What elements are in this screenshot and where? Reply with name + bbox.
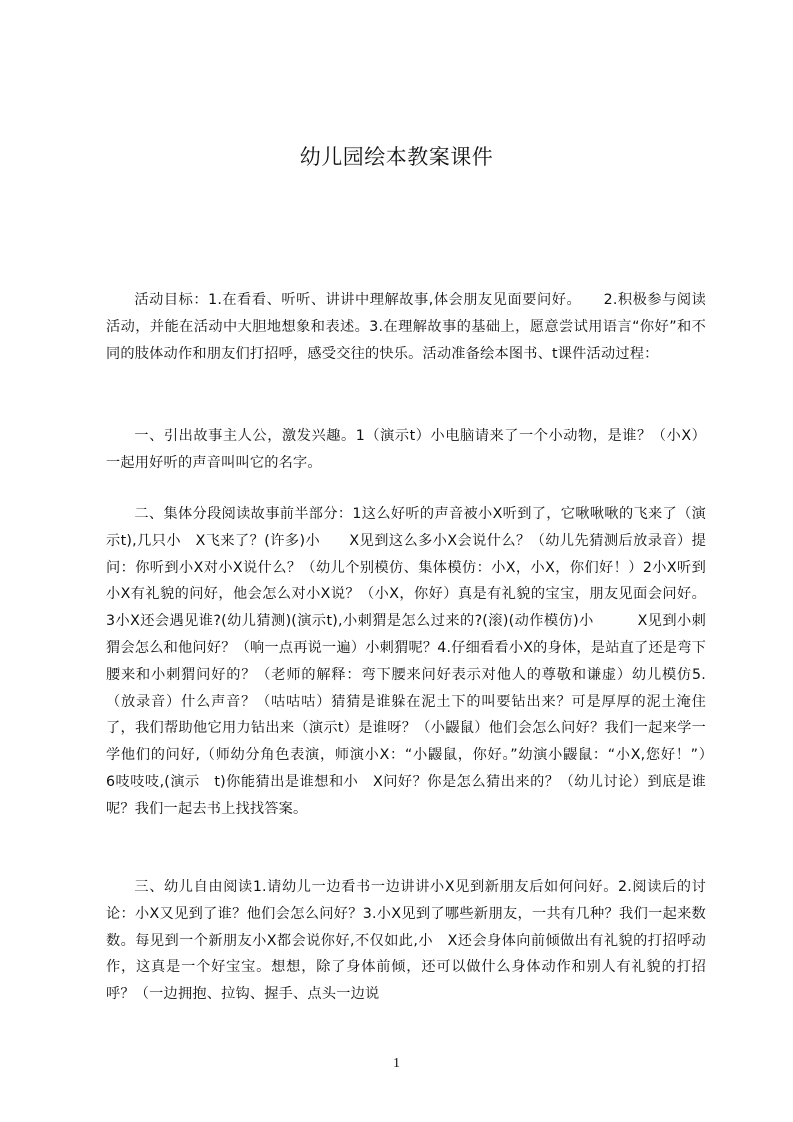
page-number: 1 [393,1056,400,1071]
paragraph-activity-goals: 活动目标：1.在看看、听听、讲讲中理解故事,体会朋友见面要问好。 2.积极参与阅读活动，并能在活动中大胆地想象和表述。3.在理解故事的基础上，愿意尝试用语言“你好”和不同的肢体动作和朋友们打招呼，感受交往的快乐。活动准备绘本图书、t课件活动过程： [106,292,706,362]
paragraph-free-reading: 三、幼儿自由阅读1.请幼儿一边看书一边讲讲小X见到新朋友后如何问好。2.阅读后的讨论：小X又见到了谁？他们会怎么问好？3.小X见到了哪些新朋友，一共有几种？我们一起来数数。每见到一个新朋友小X都会说你好,不仅如此,小 X还会身体向前倾做出有礼貌的打招呼动作，这真是一个好宝宝。想想，除了身体前倾，还可以做什么身体动作和别人有礼貌的打招呼？（一边拥抱、拉钩、握手、点头一边说 [106,879,706,1003]
page-title: 幼儿园绘本教案课件 [299,145,494,169]
paragraph-introduction: 一、引出故事主人公，激发兴趣。1（演示t）小电脑请来了一个小动物，是谁？（小X）一起用好听的声音叫叫它的名字。 [106,428,706,471]
paragraph-group-reading: 二、集体分段阅读故事前半部分：1这么好听的声音被小X听到了，它啾啾啾的飞来了（演示t),几只小 X飞来了？(许多)小 X见到这么多小X会说什么？（幼儿先猜测后放录音）提问：你听到小X对小X说什么？（幼儿个别模仿、集体模仿：小X，小X，你们好！）2小X听到小X有礼貌的问好，他会怎么对小X说？（小X，你好）真是有礼貌的宝宝，朋友见面会问好。3小X还会遇见谁?(幼儿猜测)(演示t),小刺猬是怎么过来的?(滚)(动作模仿)小 X见到小刺猬会怎么和他问好？（响一点再说一遍）小刺猬呢？4.仔细看看小X的身体，是站直了还是弯下腰来和小刺猬问好的？（老师的解释：弯下腰来问好表示对他人的尊敬和谦虚）幼儿模仿5.（放录音）什么声音？（咕咕咕）猜猜是谁躲在泥土下的叫要钻出来？可是厚厚的泥土淹住了，我们帮助他它用力钻出来（演示t）是谁呀？（小鼹鼠）他们会怎么问好？我们一起来学一学他们的问好,（师幼分角色表演，师演小X：“小鼹鼠，你好。”幼演小鼹鼠：“小X,您好！”） 6吱吱吱,(演示 t)你能猜出是谁想和小 X问好？你是怎么猜出来的？（幼儿讨论）到底是谁呢？我们一起去书上找找答案。 [106,506,721,817]
